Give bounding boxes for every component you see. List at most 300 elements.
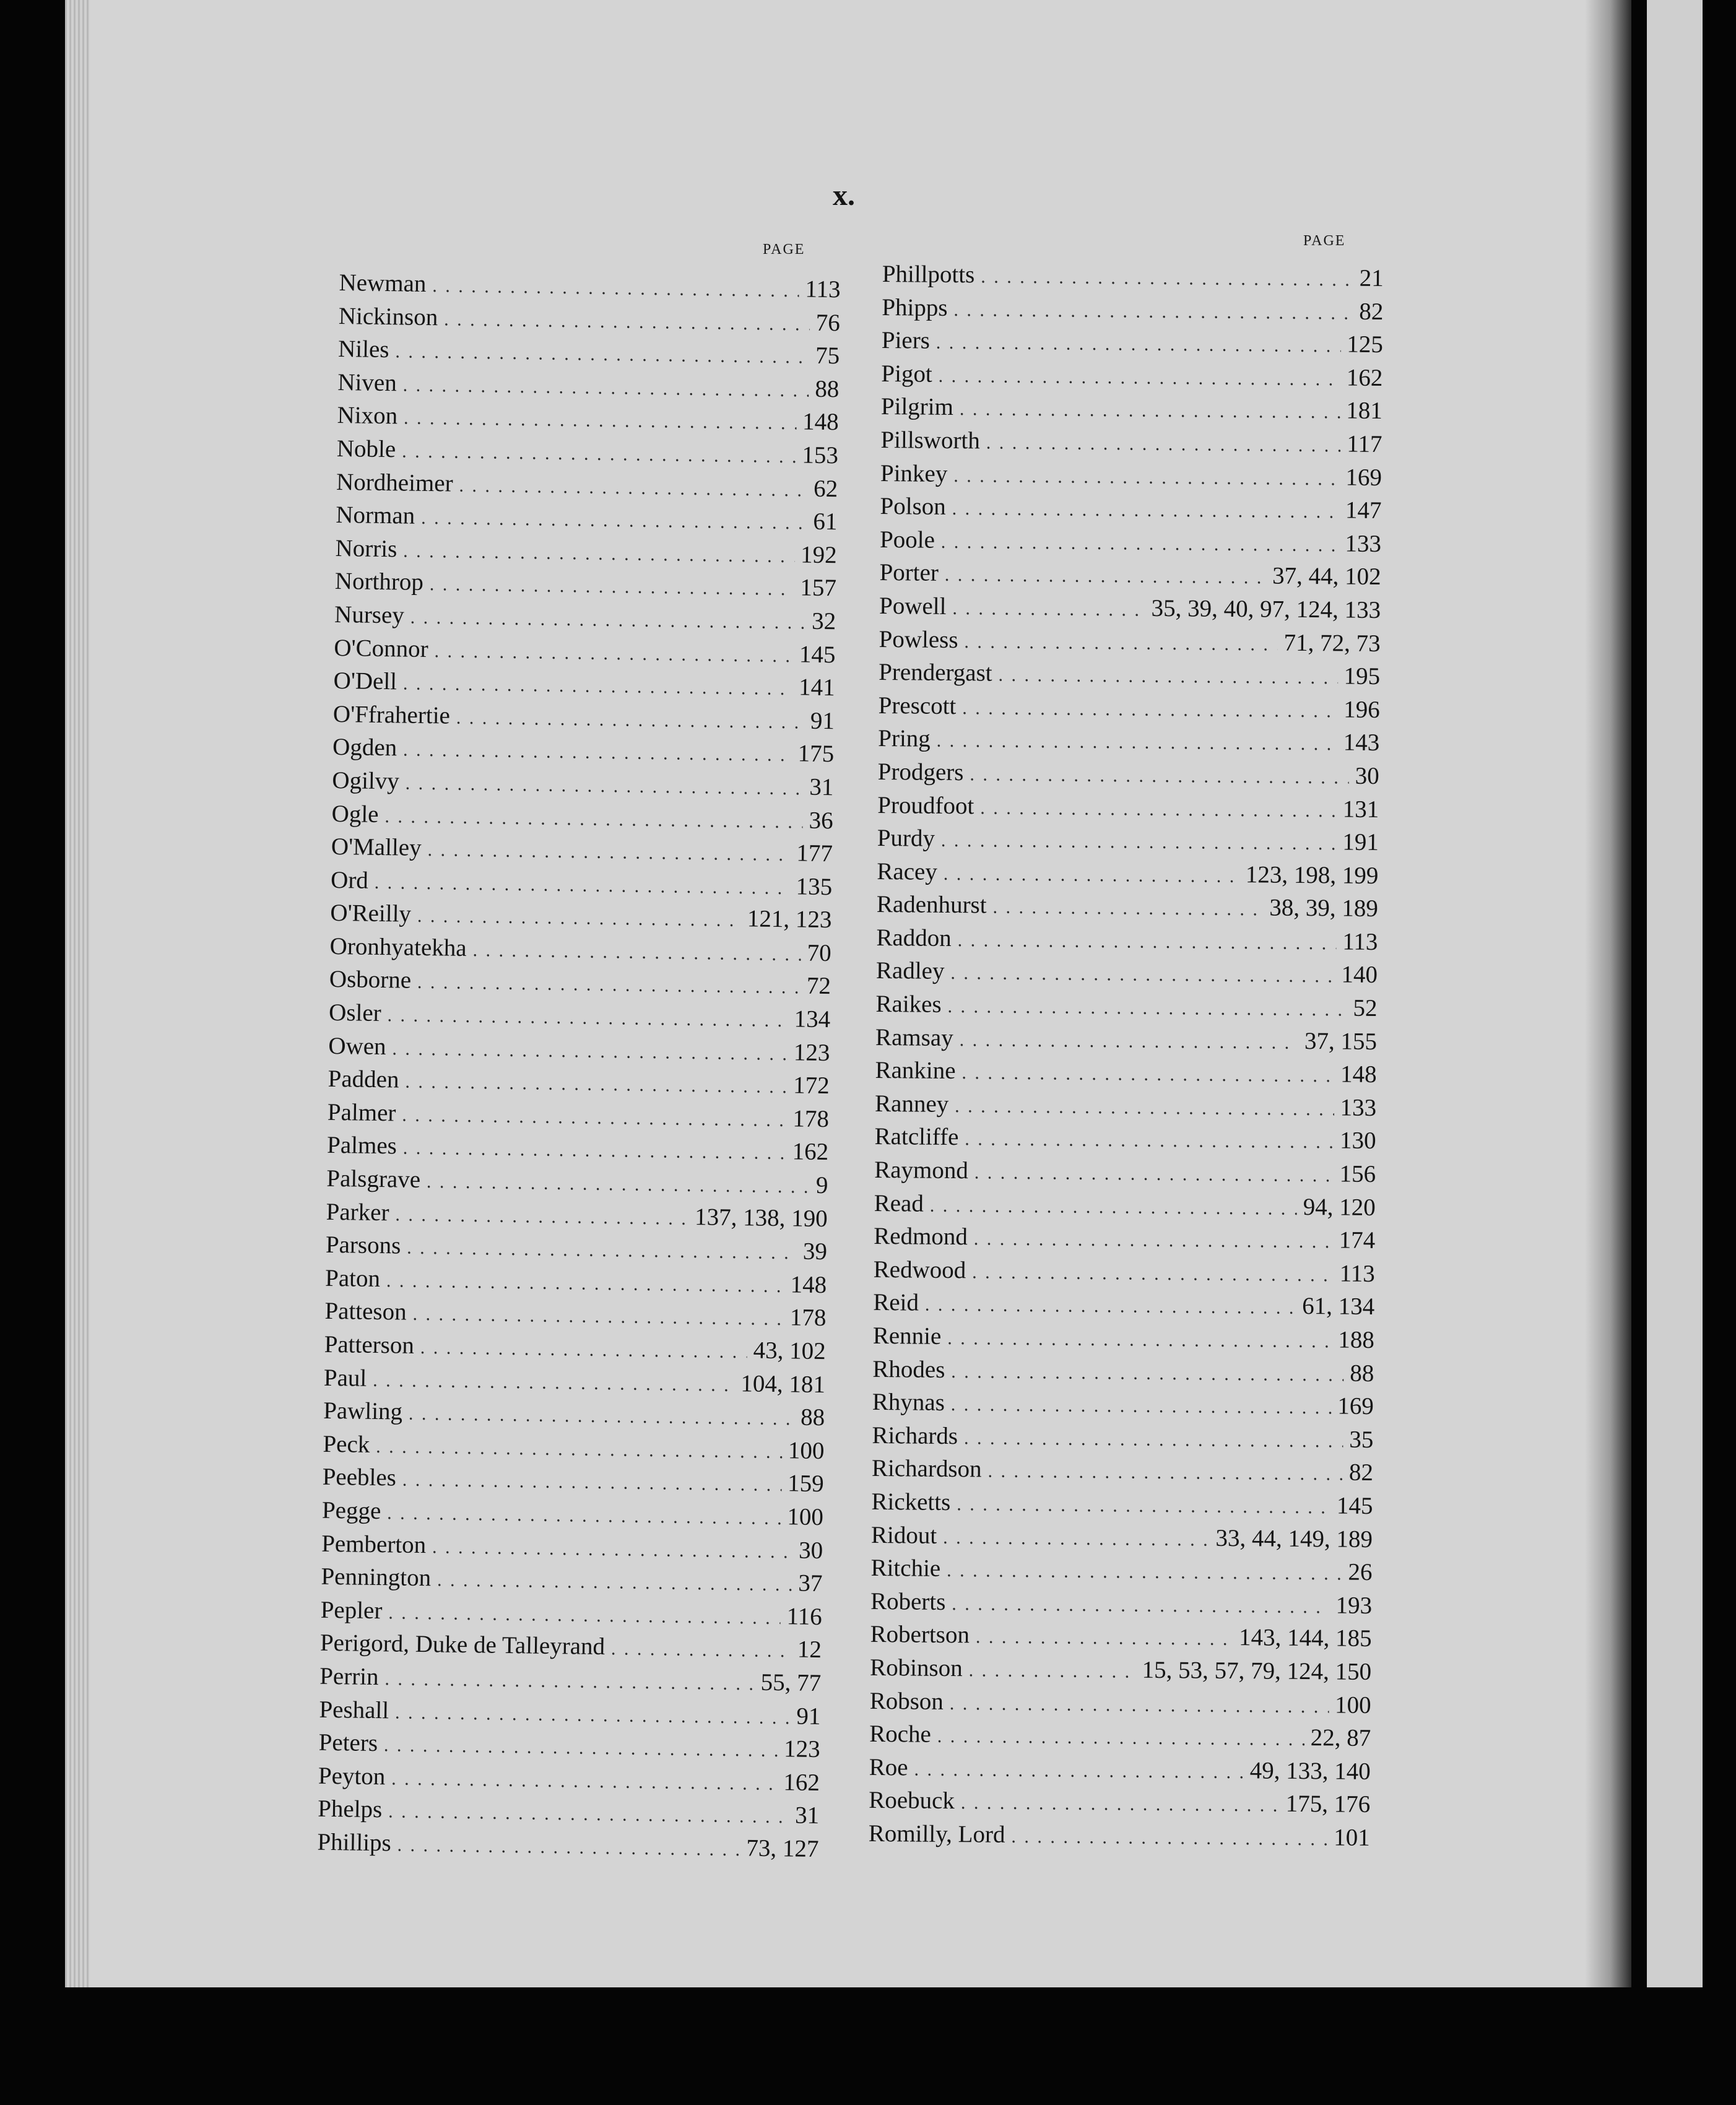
index-entry-pages: 123	[783, 1735, 820, 1763]
index-entry	[882, 326, 1383, 364]
index-entry-name: Prescott	[878, 692, 957, 719]
dot-leader	[952, 598, 1145, 621]
index-entry-pages: 175, 176	[1285, 1790, 1371, 1818]
dot-leader	[402, 441, 796, 467]
dot-leader	[947, 996, 1347, 1021]
index-entry-name: Raikes	[875, 991, 942, 1018]
index-entry	[880, 526, 1381, 563]
index-entry	[880, 426, 1382, 464]
dot-leader	[391, 1768, 778, 1795]
index-entry	[882, 293, 1383, 331]
index-entry-pages: 49, 133, 140	[1249, 1756, 1371, 1785]
index-entry-pages: 21	[1359, 264, 1384, 292]
index-entry-name: Rankine	[875, 1057, 956, 1085]
dot-leader	[961, 1793, 1280, 1816]
index-entry-pages: 178	[789, 1304, 827, 1332]
dot-leader	[950, 963, 1335, 987]
index-entry-name: Palsgrave	[326, 1165, 421, 1194]
index-entry	[879, 625, 1380, 663]
index-entry-name: Nordheimer	[336, 468, 453, 497]
index-entry	[880, 459, 1382, 497]
dot-leader	[953, 466, 1339, 490]
dot-leader	[925, 1295, 1296, 1319]
index-entry-name: Pennington	[321, 1563, 432, 1592]
index-entry-name: Peck	[323, 1430, 370, 1458]
index-entry-pages: 188	[1338, 1326, 1374, 1354]
index-entry-name: Roberts	[870, 1587, 946, 1615]
index-entry	[869, 1686, 1371, 1724]
index-entry-name: Paton	[324, 1264, 381, 1292]
dot-leader	[403, 740, 792, 766]
index-entry-name: Poole	[879, 526, 935, 553]
index-entry-pages: 88	[800, 1404, 825, 1431]
index-entry-pages: 30	[1355, 762, 1379, 789]
index-entry-pages: 15, 53, 57, 79, 124, 150	[1142, 1656, 1372, 1685]
index-entry-name: Palmes	[326, 1132, 397, 1160]
index-entry-name: Roche	[869, 1721, 932, 1748]
index-entry-pages: 117	[1347, 430, 1382, 458]
dot-leader	[960, 399, 1340, 423]
dot-leader	[998, 665, 1337, 689]
dot-leader	[444, 309, 810, 335]
dot-leader	[974, 1229, 1333, 1253]
left-index-column	[317, 269, 841, 1868]
index-entry-pages: 133	[1340, 1094, 1377, 1121]
index-entry-pages: 76	[815, 309, 841, 336]
dot-leader	[392, 1038, 788, 1065]
index-entry-pages: 82	[1348, 1459, 1374, 1487]
index-entry-pages: 75	[815, 342, 840, 370]
dot-leader	[939, 366, 1340, 391]
dot-leader	[432, 276, 799, 302]
dot-leader	[914, 1759, 1243, 1783]
index-entry-name: Phillpotts	[882, 260, 975, 289]
index-entry-pages: 100	[1334, 1691, 1371, 1719]
index-entry	[874, 1256, 1375, 1293]
dot-leader	[930, 1195, 1297, 1219]
index-entry-pages: 31	[809, 773, 834, 801]
index-entry	[872, 1355, 1374, 1393]
dot-leader	[950, 1693, 1329, 1717]
index-entry-name: Powless	[879, 625, 958, 653]
index-entry	[869, 1786, 1370, 1824]
index-entry-pages: 148	[790, 1271, 827, 1298]
dot-leader	[962, 698, 1337, 722]
index-entry-name: Phelps	[317, 1795, 383, 1823]
index-entry-pages: 162	[792, 1138, 829, 1166]
index-entry	[879, 558, 1381, 596]
dot-leader	[952, 498, 1340, 523]
index-entry-name: Redwood	[873, 1256, 966, 1284]
index-entry-name: Pilgrim	[880, 393, 954, 421]
index-entry-pages: 61, 134	[1302, 1293, 1375, 1321]
index-entry-pages: 143	[1343, 729, 1380, 757]
index-entry-pages: 196	[1343, 696, 1380, 723]
index-entry-pages: 135	[796, 873, 833, 900]
index-entry	[875, 990, 1377, 1028]
index-entry	[882, 260, 1384, 298]
dot-leader	[976, 1627, 1233, 1651]
index-entry-name: Ricketts	[871, 1488, 951, 1516]
dot-leader	[937, 1726, 1304, 1750]
index-entry-name: Perrin	[319, 1662, 379, 1691]
index-entry	[872, 1421, 1373, 1459]
index-entry-pages: 88	[1350, 1360, 1374, 1387]
index-entry-name: Prendergast	[879, 659, 992, 687]
index-entry	[874, 1222, 1375, 1260]
dot-leader	[951, 1394, 1332, 1418]
page-edge-shadow	[1585, 0, 1631, 1987]
index-entry-name: Perigord, Duke de Talleyrand	[319, 1630, 605, 1660]
index-entry-name: Richards	[872, 1421, 958, 1449]
index-entry-pages: 134	[794, 1005, 831, 1033]
index-entry-name: Prodgers	[877, 758, 964, 786]
index-entry-name: O'Malley	[331, 833, 422, 862]
index-entry-pages: 100	[788, 1437, 825, 1464]
index-entry-name: Ramsay	[875, 1023, 953, 1051]
index-entry-name: Piers	[881, 327, 931, 354]
index-entry	[877, 890, 1378, 928]
index-entry-name: Owen	[328, 1032, 386, 1060]
index-entry-pages: 148	[1340, 1061, 1377, 1088]
dot-leader	[970, 764, 1349, 788]
index-entry-name: Romilly, Lord	[868, 1820, 1005, 1848]
index-entry	[877, 824, 1379, 862]
index-entry-name: Pawling	[323, 1397, 403, 1425]
index-entry	[874, 1122, 1376, 1160]
index-entry-name: Reid	[873, 1289, 919, 1316]
index-entry-name: Racey	[877, 857, 938, 885]
index-entry-pages: 91	[810, 707, 835, 734]
index-entry-pages: 181	[1346, 397, 1383, 425]
index-entry-name: Ridout	[870, 1521, 937, 1549]
index-entry	[870, 1654, 1371, 1691]
index-entry-pages: 88	[815, 375, 840, 403]
index-entry-pages: 101	[1334, 1824, 1370, 1851]
index-entry-name: Ogle	[331, 800, 379, 828]
index-entry-name: Osborne	[329, 966, 412, 994]
index-entry	[874, 1156, 1376, 1194]
index-entry-pages: 55, 77	[760, 1669, 822, 1697]
index-entry-pages: 104, 181	[740, 1369, 826, 1398]
index-entry-pages: 39	[802, 1238, 828, 1265]
dot-leader	[388, 1602, 781, 1629]
index-entry-name: Ratcliffe	[874, 1123, 959, 1151]
dot-leader	[965, 1129, 1334, 1153]
index-entry-pages: 37, 155	[1304, 1027, 1378, 1055]
index-entry-name: Patteson	[324, 1298, 407, 1326]
index-entry-pages: 31	[794, 1802, 820, 1829]
dot-leader	[1011, 1826, 1327, 1850]
index-entry	[875, 1023, 1377, 1061]
index-entry-name: Peshall	[319, 1696, 389, 1724]
index-entry-pages: 145	[799, 640, 836, 668]
dot-leader	[430, 574, 794, 600]
dot-leader	[384, 1735, 778, 1761]
index-entry-pages: 91	[796, 1703, 821, 1730]
dot-leader	[952, 1594, 1329, 1618]
index-entry	[881, 360, 1382, 397]
index-entry-name: Niles	[337, 336, 389, 363]
dot-leader	[974, 1162, 1334, 1186]
index-entry	[878, 692, 1379, 729]
dot-leader	[958, 930, 1337, 954]
index-entry	[875, 1090, 1376, 1127]
index-entry-pages: 133	[1345, 530, 1382, 557]
dot-leader	[402, 1105, 786, 1131]
index-entry-name: Powell	[879, 592, 947, 620]
index-entry-pages: 153	[802, 441, 839, 469]
dot-leader	[402, 375, 809, 401]
index-entry	[877, 791, 1379, 828]
index-entry-pages: 141	[798, 674, 835, 701]
index-entry	[871, 1488, 1373, 1526]
index-entry	[869, 1820, 1370, 1857]
index-entry-pages: 162	[1346, 364, 1383, 391]
index-entry-pages: 26	[1348, 1558, 1373, 1586]
dot-leader	[395, 341, 809, 368]
index-entry-name: Peyton	[318, 1762, 386, 1790]
index-entry-name: Ritchie	[870, 1555, 941, 1582]
index-entry-name: O'Dell	[333, 667, 397, 695]
index-entry	[875, 1056, 1376, 1094]
dot-leader	[405, 1072, 787, 1098]
index-entry-pages: 52	[1353, 994, 1378, 1022]
page-stack-edges	[65, 0, 90, 1987]
index-entry-name: Padden	[328, 1066, 399, 1093]
dot-leader	[384, 806, 803, 833]
index-entry-name: Osler	[328, 999, 381, 1027]
dot-leader	[387, 1503, 781, 1529]
index-entry-name: Peters	[318, 1729, 378, 1757]
index-entry-name: Radley	[875, 957, 945, 985]
index-entry-pages: 30	[798, 1537, 823, 1564]
index-entry-pages: 147	[1345, 497, 1382, 524]
dot-leader	[403, 674, 793, 700]
index-entry-pages: 116	[786, 1603, 822, 1630]
index-entry-pages: 43, 102	[753, 1337, 826, 1365]
index-entry-pages: 177	[796, 840, 833, 867]
index-entry-pages: 121, 123	[747, 905, 832, 934]
index-entry-name: Pemberton	[321, 1530, 427, 1558]
index-entry-name: Palmer	[327, 1098, 396, 1127]
index-entry-name: Roe	[869, 1753, 908, 1781]
page-sheet	[65, 0, 1631, 1987]
index-entry	[870, 1587, 1372, 1625]
index-entry-pages: 125	[1347, 331, 1384, 358]
index-entry-pages: 174	[1339, 1226, 1376, 1254]
dot-leader	[943, 1527, 1210, 1550]
index-entry-pages: 61	[813, 508, 838, 536]
dot-leader	[417, 906, 741, 931]
index-entry-name: Porter	[879, 559, 939, 587]
index-entry-name: O'Ffrahertie	[332, 700, 451, 729]
right-page-column-header: PAGE	[1303, 233, 1346, 249]
index-entry-pages: 156	[1339, 1160, 1376, 1188]
index-entry	[881, 393, 1382, 430]
index-entry-name: Nursey	[334, 601, 405, 629]
index-entry-name: Radenhurst	[876, 891, 987, 919]
index-entry-pages: 123, 198, 199	[1245, 861, 1379, 889]
dot-leader	[437, 1570, 792, 1596]
index-entry-name: Peebles	[322, 1464, 397, 1491]
dot-leader	[410, 607, 806, 634]
index-entry-name: Niven	[337, 368, 397, 397]
index-entry-pages: 193	[1335, 1592, 1373, 1619]
dot-leader	[432, 1537, 792, 1563]
dot-leader	[953, 300, 1353, 324]
index-entry-pages: 9	[815, 1171, 828, 1199]
index-entry-name: Pigot	[881, 360, 932, 388]
index-entry	[872, 1454, 1373, 1492]
dot-leader	[427, 1171, 810, 1198]
index-entry-name: Phillips	[317, 1828, 392, 1857]
index-entry-name: Robertson	[870, 1621, 970, 1649]
index-entry-pages: 148	[802, 408, 839, 436]
index-entry-pages: 35	[1349, 1426, 1374, 1453]
index-entry-name: Pillsworth	[880, 426, 981, 454]
index-entry-name: Noble	[336, 435, 396, 463]
index-entry-name: Pepler	[320, 1596, 383, 1624]
index-entry	[878, 758, 1379, 796]
index-entry	[878, 724, 1379, 762]
dot-leader	[472, 940, 801, 965]
index-entry-name: Robinson	[869, 1654, 963, 1682]
dot-leader	[402, 1470, 782, 1496]
index-entry	[879, 592, 1381, 630]
dot-leader	[941, 532, 1339, 557]
dot-leader	[373, 1370, 735, 1396]
index-entry-pages: 123	[793, 1039, 830, 1066]
index-entry-pages: 37, 44, 102	[1272, 562, 1381, 591]
dot-leader	[945, 565, 1266, 589]
dot-leader	[941, 830, 1337, 855]
index-entry-pages: 113	[1339, 1260, 1375, 1287]
index-entry-name: Purdy	[877, 825, 935, 852]
index-entry-name: O'Connor	[334, 634, 428, 662]
index-entry-name: Roebuck	[869, 1787, 955, 1815]
index-entry-name: Proudfoot	[877, 791, 974, 819]
dot-leader	[947, 1560, 1342, 1585]
index-entry-pages: 159	[787, 1470, 824, 1498]
dot-leader	[388, 1802, 789, 1828]
dot-leader	[972, 1262, 1334, 1286]
index-entry	[876, 957, 1378, 994]
index-entry-pages: 94, 120	[1303, 1193, 1376, 1221]
dot-leader	[386, 1270, 784, 1297]
index-entry	[877, 857, 1378, 895]
index-entry-name: Parsons	[325, 1231, 401, 1259]
dot-leader	[951, 1361, 1343, 1386]
index-entry-name: Northrop	[334, 568, 424, 596]
dot-leader	[417, 972, 801, 999]
index-entry-name: Nixon	[337, 402, 398, 430]
index-entry-pages: 169	[1345, 464, 1382, 491]
index-entry-name: Ogden	[332, 734, 397, 762]
index-entry-name: Paul	[323, 1364, 367, 1392]
dot-leader	[434, 641, 793, 667]
dot-leader	[969, 1660, 1136, 1682]
dot-leader	[955, 1096, 1334, 1120]
index-entry-name: Pring	[878, 725, 931, 753]
index-entry-pages: 36	[809, 807, 833, 834]
index-entry-pages: 137, 138, 190	[694, 1203, 828, 1232]
index-entry	[873, 1288, 1374, 1326]
dot-leader	[611, 1639, 791, 1662]
index-entry-name: Raymond	[874, 1156, 969, 1184]
index-entry-pages: 130	[1339, 1127, 1376, 1155]
index-entry-pages: 157	[800, 574, 837, 602]
index-entry-pages: 71, 72, 73	[1283, 629, 1381, 657]
index-entry-pages: 191	[1342, 828, 1379, 856]
index-entry	[873, 1322, 1374, 1360]
dot-leader	[412, 1304, 784, 1330]
adjacent-page-strip	[1647, 0, 1703, 1987]
dot-leader	[456, 707, 804, 733]
dot-leader	[937, 731, 1337, 755]
dot-leader	[936, 332, 1341, 357]
index-entry-name: Oronhyatekha	[329, 932, 467, 961]
dot-leader	[395, 1702, 791, 1729]
index-entry-name: Patterson	[324, 1330, 415, 1359]
index-entry-name: Phipps	[882, 293, 948, 321]
index-entry-pages: 162	[783, 1768, 820, 1796]
index-entry-pages: 143, 144, 185	[1238, 1624, 1372, 1652]
index-entry-pages: 73, 127	[746, 1834, 819, 1862]
index-entry	[879, 658, 1380, 696]
index-entry-name: Norman	[336, 501, 415, 529]
index-entry-name: Robson	[869, 1687, 944, 1715]
dot-leader	[992, 897, 1263, 921]
dot-leader	[387, 1005, 788, 1031]
dot-leader	[960, 1030, 1299, 1054]
dot-leader	[384, 1669, 755, 1695]
dot-leader	[961, 1062, 1334, 1087]
index-entry-name: Redmond	[874, 1223, 968, 1251]
index-entry	[880, 492, 1381, 530]
dot-leader	[944, 864, 1239, 887]
left-page-column-header: PAGE	[763, 241, 805, 258]
index-entry-pages: 70	[807, 939, 831, 967]
dot-leader	[407, 1238, 797, 1264]
index-entry-pages: 169	[1337, 1392, 1374, 1420]
dot-leader	[403, 540, 794, 567]
index-entry-name: Rhodes	[872, 1355, 945, 1383]
dot-leader	[427, 840, 790, 866]
index-entry-name: Nickinson	[338, 302, 438, 331]
index-entry-pages: 72	[806, 973, 831, 1000]
dot-leader	[964, 1428, 1343, 1452]
index-entry	[876, 924, 1378, 961]
index-entry-pages: 131	[1342, 796, 1379, 823]
dot-leader	[409, 1404, 795, 1430]
index-entry-pages: 195	[1343, 662, 1381, 690]
index-entry-name: Norris	[335, 534, 397, 563]
index-entry-pages: 113	[805, 276, 841, 303]
index-entry-name: O'Reilly	[330, 900, 412, 928]
index-entry-pages: 32	[811, 607, 836, 635]
dot-leader	[397, 1834, 740, 1860]
index-entry	[870, 1554, 1372, 1592]
index-entry-pages: 172	[792, 1072, 830, 1100]
index-entry	[872, 1388, 1374, 1426]
dot-leader	[980, 797, 1337, 822]
dot-leader	[987, 1461, 1343, 1485]
dot-leader	[957, 1494, 1330, 1518]
index-entry-pages: 140	[1341, 961, 1378, 989]
index-entry-pages: 38, 39, 189	[1269, 894, 1379, 922]
index-entry-name: Rennie	[872, 1322, 942, 1350]
